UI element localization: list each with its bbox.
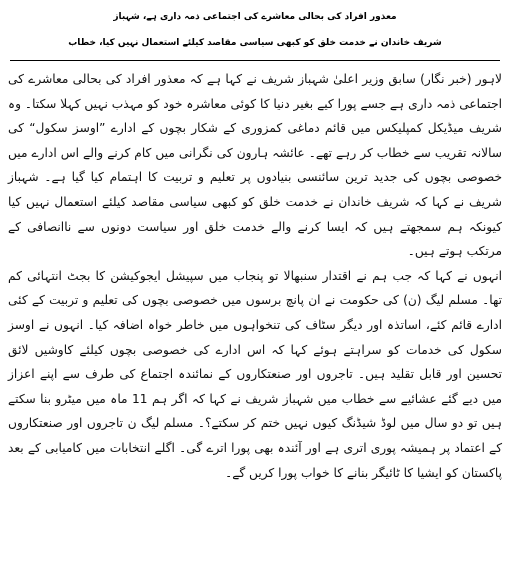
headline-divider: [10, 60, 500, 61]
headline-line-1: معذور افراد کی بحالی معاشرے کی اجتماعی ذمہ داری ہے، شہباز: [113, 12, 397, 22]
article-body: [8, 67, 502, 485]
article-paragraph-2: انہوں نے کہا کہ جب ہم نے اقتدار سنبھالا تو پنجاب میں سپیشل ایجوکیشن کا بجٹ انتہائی کم تھا۔ مسلم لیگ (ن) کی حکومت نے ان پانچ برسوں میں خصوصی بچوں کی تعلیم و تربیت کے کئی ادارے قائم کئے، اساتذہ اور دیگر سٹاف کی تنخواہوں میں خاطر خواہ اضافہ کیا۔ انہوں نے اوسز سکول کی خدمات کو سراہتے ہوئے کہا کہ اس ادارے کی خصوصی بچوں کیلئے کاوشیں لائق تحسین اور قابل تقلید ہیں۔ تاجروں اور صنعتکاروں کے نمائندہ اجتماع کی طرف سے اپنے اعزاز میں دیے گئے عشائیے سے خطاب میں شہباز شریف نے کہا کہ اگر ہم 11 ماہ میں میٹرو بنا سکتے ہیں تو دو سال میں لوڈ شیڈنگ کیوں نہیں ختم کر سکتے؟۔ مسلم لیگ ن تاجروں اور صنعتکاروں کے اعتماد پر ہمیشہ پوری اتری ہے اور آئندہ بھی پورا اترے گی۔ اگلے انتخابات میں کامیابی کے بعد پاکستان کو ایشیا کا ٹائیگر بنانے کا خواب پورا کریں گے۔: [8, 268, 502, 480]
headline: [8, 4, 502, 56]
headline-line-2: شریف خاندان نے خدمت خلق کو کبھی سیاسی مقاصد کیلئے استعمال نہیں کیا، خطاب: [68, 38, 442, 48]
article-paragraph-1: لاہور (خبر نگار) سابق وزیر اعلیٰ شہباز شریف نے کہا ہے کہ معذور افراد کی بحالی معاشرے کی اجتماعی ذمہ داری ہے جسے پورا کیے بغیر دنیا کا کوئی معاشرہ خود کو مہذب نہیں کہلا سکتا۔ وہ شریف میڈیکل کمپلیکس میں قائم دماغی کمزوری کے شکار بچوں کے ادارے ”اوسز سکول“ کی سالانہ تقریب سے خطاب کر رہے تھے۔ عائشہ ہارون کی نگرانی میں کام کرنے والے اس ادارے میں خصوصی بچوں کی جدید ترین سائنسی بنیادوں پر تعلیم و تربیت کا اہتمام کیا گیا ہے۔ شہباز شریف نے کہا کہ شریف خاندان نے خدمت خلق کو کبھی سیاسی مقاصد کیلئے استعمال نہیں کیا کیونکہ ہم سمجھتے ہیں کہ ایسا کرنے والے خدمت خلق اور سیاست دونوں سے ناانصافی کے مرتکب ہوتے ہیں۔: [8, 72, 502, 259]
